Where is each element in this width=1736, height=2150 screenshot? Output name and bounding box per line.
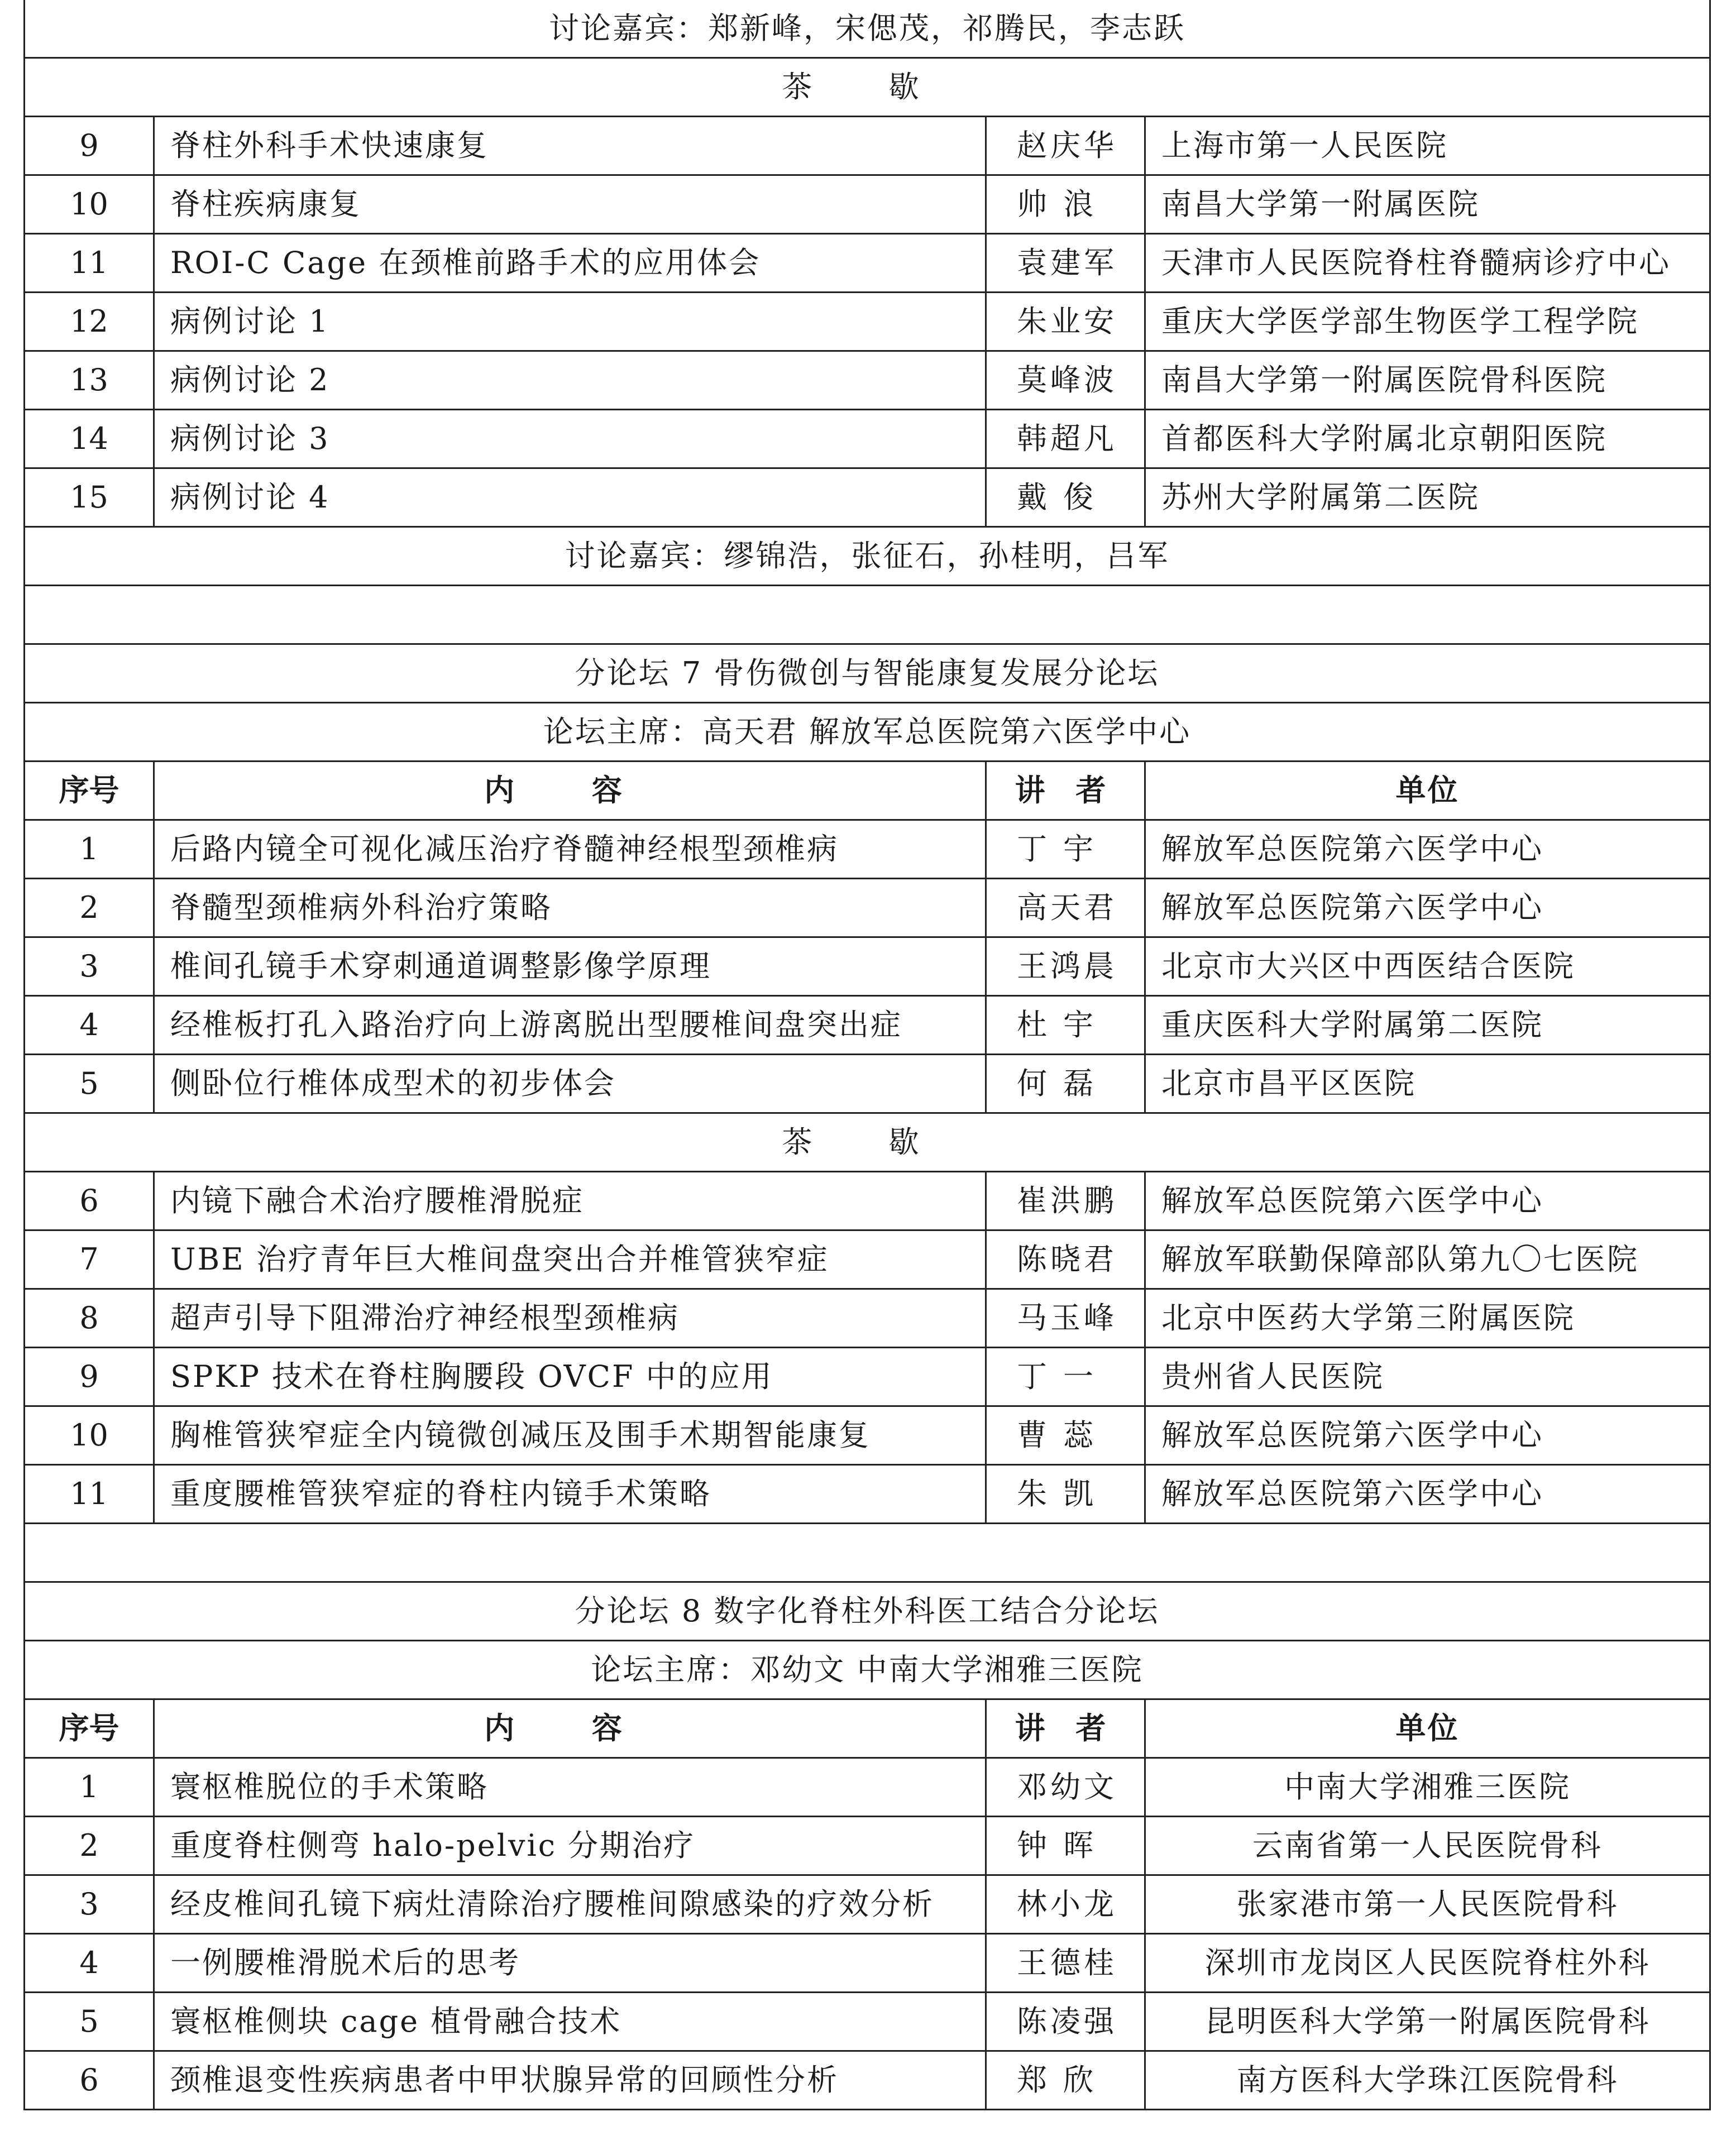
header-speaker: 讲 者 — [987, 762, 1146, 819]
row-number: 11 — [25, 1466, 155, 1522]
row-speaker: 莫峰波 — [987, 352, 1146, 409]
table-row — [25, 352, 1709, 410]
row-speaker: 何 磊 — [987, 1055, 1146, 1112]
row-content: 脊髓型颈椎病外科治疗策略 — [155, 879, 987, 936]
row-unit: 重庆大学医学部生物医学工程学院 — [1161, 304, 1639, 339]
row-unit: 解放军总医院第六医学中心 — [1161, 1418, 1543, 1453]
discussion-guests-end-row — [25, 528, 1709, 586]
row-content: 脊柱疾病康复 — [155, 176, 987, 233]
row-content: 重度腰椎管狭窄症的脊柱内镜手术策略 — [155, 1466, 987, 1522]
row-content: 颈椎退变性疾病患者中甲状腺异常的回顾性分析 — [155, 2052, 987, 2109]
row-speaker: 崔洪鹏 — [987, 1172, 1146, 1229]
row-number: 1 — [25, 821, 155, 878]
row-content: 超声引导下阻滞治疗神经根型颈椎病 — [155, 1290, 987, 1347]
row-content: 一例腰椎滑脱术后的思考 — [155, 1934, 987, 1991]
header-content: 内 容 — [155, 1700, 987, 1757]
forum8-header-row — [25, 1700, 1709, 1759]
table-row — [25, 1348, 1709, 1407]
tea-break-row — [25, 1114, 1709, 1172]
header-unit: 单位 — [1395, 773, 1460, 808]
row-content: 椎间孔镜手术穿刺通道调整影像学原理 — [155, 938, 987, 995]
row-number: 9 — [25, 1348, 155, 1405]
header-speaker: 讲 者 — [987, 1700, 1146, 1757]
row-speaker: 高天君 — [987, 879, 1146, 936]
forum8-chair-row — [25, 1641, 1709, 1700]
forum7-title: 分论坛 7 骨伤微创与智能康复发展分论坛 — [575, 655, 1160, 691]
table-row — [25, 938, 1709, 997]
table-row — [25, 293, 1709, 352]
row-speaker: 马玉峰 — [987, 1290, 1146, 1347]
header-content: 内 容 — [155, 762, 987, 819]
header-num: 序号 — [25, 1700, 155, 1757]
row-speaker: 帅 浪 — [987, 176, 1146, 233]
row-number: 8 — [25, 1290, 155, 1347]
forum7-title-row — [25, 645, 1709, 703]
table-row — [25, 1759, 1709, 1817]
forum8-title: 分论坛 8 数字化脊柱外科医工结合分论坛 — [575, 1593, 1160, 1629]
row-number: 13 — [25, 352, 155, 409]
row-unit: 上海市第一人民医院 — [1161, 128, 1448, 163]
blank-row — [25, 1524, 1709, 1583]
row-number: 14 — [25, 410, 155, 467]
table-row — [25, 1407, 1709, 1466]
row-number: 3 — [25, 1876, 155, 1933]
forum7-chair: 论坛主席：高天君 解放军总医院第六医学中心 — [543, 714, 1192, 749]
row-content: 病例讨论 1 — [155, 293, 987, 350]
row-speaker: 戴 俊 — [987, 469, 1146, 526]
row-unit: 中南大学湘雅三医院 — [1284, 1769, 1571, 1804]
row-number: 9 — [25, 117, 155, 174]
row-content: 后路内镜全可视化减压治疗脊髓神经根型颈椎病 — [155, 821, 987, 878]
table-row — [25, 1934, 1709, 1993]
row-number: 7 — [25, 1231, 155, 1288]
row-unit: 南昌大学第一附属医院 — [1161, 186, 1480, 222]
table-row — [25, 821, 1709, 879]
row-unit: 北京中医药大学第三附属医院 — [1161, 1300, 1575, 1335]
row-content: SPKP 技术在脊柱胸腰段 OVCF 中的应用 — [155, 1348, 987, 1405]
row-content: 病例讨论 4 — [155, 469, 987, 526]
row-content: 经椎板打孔入路治疗向上游离脱出型腰椎间盘突出症 — [155, 997, 987, 1054]
table-row — [25, 997, 1709, 1055]
row-number: 10 — [25, 176, 155, 233]
row-content: ROI-C Cage 在颈椎前路手术的应用体会 — [155, 234, 987, 291]
row-content: 胸椎管狭窄症全内镜微创减压及围手术期智能康复 — [155, 1407, 987, 1464]
row-unit: 首都医科大学附属北京朝阳医院 — [1161, 421, 1607, 456]
row-number: 11 — [25, 234, 155, 291]
row-number: 5 — [25, 1055, 155, 1112]
row-number: 4 — [25, 997, 155, 1054]
row-speaker: 曹 蕊 — [987, 1407, 1146, 1464]
row-speaker: 朱 凯 — [987, 1466, 1146, 1522]
discussion-guests-end-text: 讨论嘉宾：缪锦浩，张征石，孙桂明，吕军 — [565, 538, 1170, 573]
blank-cell — [25, 1524, 1709, 1581]
discussion-guests-row — [25, 0, 1709, 59]
table-row — [25, 1817, 1709, 1876]
table-row — [25, 117, 1709, 176]
row-content: 脊柱外科手术快速康复 — [155, 117, 987, 174]
row-speaker: 钟 晖 — [987, 1817, 1146, 1874]
row-unit: 解放军总医院第六医学中心 — [1161, 1183, 1543, 1218]
row-unit: 解放军总医院第六医学中心 — [1161, 831, 1543, 866]
row-speaker: 王鸿晨 — [987, 938, 1146, 995]
table-row — [25, 1172, 1709, 1231]
forum7-header-row — [25, 762, 1709, 821]
row-number: 6 — [25, 2052, 155, 2109]
row-speaker: 韩超凡 — [987, 410, 1146, 467]
tea-break-row — [25, 59, 1709, 117]
row-number: 10 — [25, 1407, 155, 1464]
forum8-title-row — [25, 1583, 1709, 1641]
table-row — [25, 176, 1709, 234]
row-unit: 贵州省人民医院 — [1161, 1359, 1384, 1394]
row-content: 病例讨论 2 — [155, 352, 987, 409]
row-content: 内镜下融合术治疗腰椎滑脱症 — [155, 1172, 987, 1229]
row-content: 侧卧位行椎体成型术的初步体会 — [155, 1055, 987, 1112]
row-speaker: 丁 宇 — [987, 821, 1146, 878]
row-number: 2 — [25, 879, 155, 936]
row-number: 15 — [25, 469, 155, 526]
table-row — [25, 1290, 1709, 1348]
row-speaker: 丁 一 — [987, 1348, 1146, 1405]
table-row — [25, 469, 1709, 528]
schedule-table — [23, 0, 1711, 2110]
row-unit: 重庆医科大学附属第二医院 — [1161, 1007, 1543, 1042]
forum8-chair: 论坛主席：邓幼文 中南大学湘雅三医院 — [591, 1652, 1144, 1687]
forum7-chair-row — [25, 703, 1709, 762]
row-unit: 南方医科大学珠江医院骨科 — [1236, 2062, 1619, 2098]
row-speaker: 袁建军 — [987, 234, 1146, 291]
row-content: 寰枢椎脱位的手术策略 — [155, 1759, 987, 1816]
table-row — [25, 2052, 1709, 2110]
tea-break-text: 茶 歇 — [782, 69, 953, 104]
table-row — [25, 1231, 1709, 1290]
row-content: 经皮椎间孔镜下病灶清除治疗腰椎间隙感染的疗效分析 — [155, 1876, 987, 1933]
row-unit: 解放军总医院第六医学中心 — [1161, 890, 1543, 925]
table-row — [25, 234, 1709, 293]
tea-break-text: 茶 歇 — [782, 1124, 953, 1160]
blank-row — [25, 586, 1709, 645]
row-number: 6 — [25, 1172, 155, 1229]
row-content: 病例讨论 3 — [155, 410, 987, 467]
table-row — [25, 410, 1709, 469]
table-row — [25, 1876, 1709, 1934]
row-speaker: 邓幼文 — [987, 1759, 1146, 1816]
table-row — [25, 1055, 1709, 1114]
header-unit: 单位 — [1395, 1711, 1460, 1746]
table-row — [25, 879, 1709, 938]
row-number: 2 — [25, 1817, 155, 1874]
row-unit: 深圳市龙岗区人民医院脊柱外科 — [1204, 1945, 1651, 1980]
row-unit: 天津市人民医院脊柱脊髓病诊疗中心 — [1161, 245, 1671, 280]
row-unit: 昆明医科大学第一附属医院骨科 — [1204, 2004, 1651, 2039]
row-unit: 云南省第一人民医院骨科 — [1252, 1828, 1603, 1863]
row-speaker: 朱业安 — [987, 293, 1146, 350]
row-number: 3 — [25, 938, 155, 995]
row-speaker: 赵庆华 — [987, 117, 1146, 174]
row-speaker: 陈晓君 — [987, 1231, 1146, 1288]
row-speaker: 杜 宇 — [987, 997, 1146, 1054]
row-speaker: 王德桂 — [987, 1934, 1146, 1991]
row-speaker: 林小龙 — [987, 1876, 1146, 1933]
row-unit: 苏州大学附属第二医院 — [1161, 480, 1480, 515]
row-unit: 解放军联勤保障部队第九〇七医院 — [1161, 1242, 1639, 1277]
row-unit: 张家港市第一人民医院骨科 — [1236, 1886, 1619, 1922]
row-unit: 南昌大学第一附属医院骨科医院 — [1161, 362, 1607, 398]
header-num: 序号 — [25, 762, 155, 819]
discussion-guests-text: 讨论嘉宾：郑新峰，宋偲茂，祁腾民，李志跃 — [549, 11, 1185, 46]
blank-cell — [25, 586, 1709, 643]
row-speaker: 陈凌强 — [987, 1993, 1146, 2050]
row-number: 1 — [25, 1759, 155, 1816]
row-number: 12 — [25, 293, 155, 350]
row-unit: 解放军总医院第六医学中心 — [1161, 1476, 1543, 1511]
row-content: 重度脊柱侧弯 halo-pelvic 分期治疗 — [155, 1817, 987, 1874]
row-content: UBE 治疗青年巨大椎间盘突出合并椎管狭窄症 — [155, 1231, 987, 1288]
table-row — [25, 1993, 1709, 2052]
table-row — [25, 1466, 1709, 1524]
row-unit: 北京市昌平区医院 — [1161, 1066, 1416, 1101]
row-number: 4 — [25, 1934, 155, 1991]
row-unit: 北京市大兴区中西医结合医院 — [1161, 949, 1575, 984]
row-number: 5 — [25, 1993, 155, 2050]
row-speaker: 郑 欣 — [987, 2052, 1146, 2109]
row-content: 寰枢椎侧块 cage 植骨融合技术 — [155, 1993, 987, 2050]
